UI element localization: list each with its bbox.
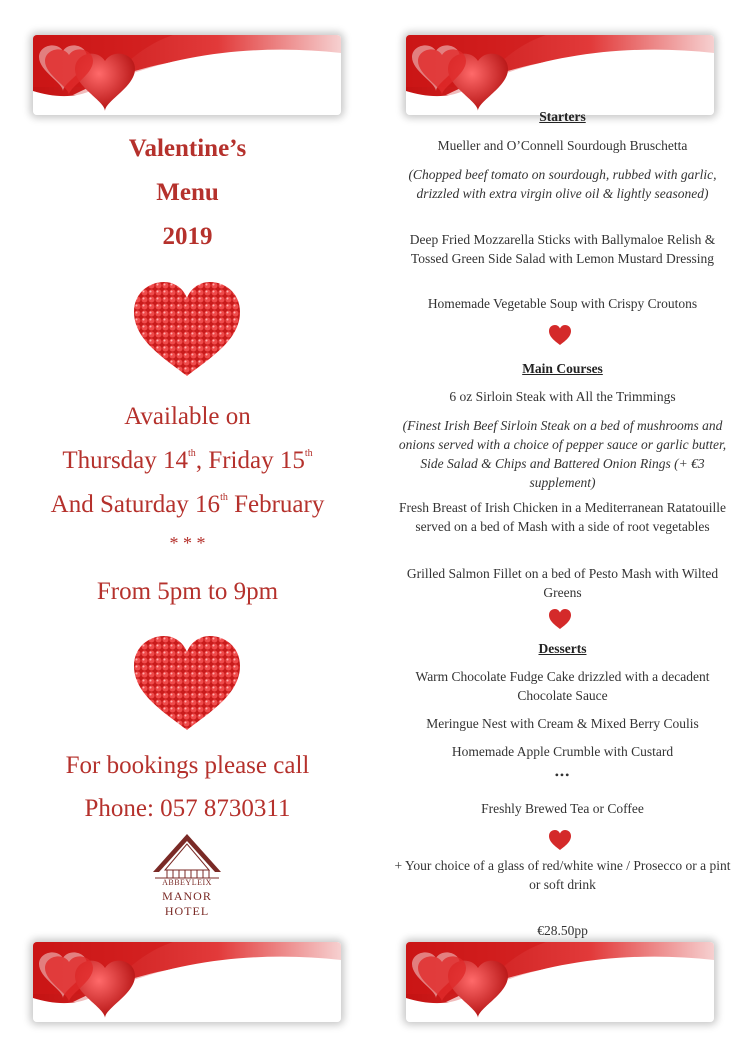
available-on: Available on bbox=[124, 403, 251, 430]
heart-icon bbox=[549, 325, 571, 345]
main-item: 6 oz Sirloin Steak with All the Trimmings bbox=[449, 389, 676, 404]
mains-heading: Main Courses bbox=[522, 361, 603, 376]
menu-column bbox=[390, 0, 735, 1040]
main-item: Grilled Salmon Fillet on a bed of Pesto Mash with Wilted Greens bbox=[406, 566, 719, 600]
title-line-2: Menu bbox=[156, 179, 219, 206]
title-line-3: 2019 bbox=[162, 223, 213, 250]
dessert-item: Meringue Nest with Cream & Mixed Berry Coulis bbox=[426, 716, 699, 731]
dessert-item: Warm Chocolate Fudge Cake drizzled with a decadent Chocolate Sauce bbox=[415, 669, 710, 703]
stars-divider: * * * bbox=[169, 533, 206, 553]
bookings-text: For bookings please call bbox=[65, 752, 310, 779]
dates-line-1: Thursday 14th, Friday 15th bbox=[62, 447, 313, 474]
starter-item: Deep Fried Mozzarella Sticks with Ballymaloe Relish & Tossed Green Side Salad with Lemon Mustard Dressing bbox=[409, 232, 716, 266]
time-range: From 5pm to 9pm bbox=[96, 578, 279, 605]
main-description: (Finest Irish Beef Sirloin Steak on a bed of mushrooms and onions served with a choice of pepper sauce or garlic butter, Side Salad & Chips and Battered Onion Rings (+ €3 supplement) bbox=[398, 418, 727, 490]
left-column bbox=[10, 0, 365, 1040]
heart-icon bbox=[134, 636, 242, 732]
heart-icon bbox=[549, 609, 571, 629]
dates-line-2: And Saturday 16th February bbox=[50, 491, 325, 518]
drink-option: + Your choice of a glass of red/white wine / Prosecco or a pint or soft drink bbox=[394, 858, 731, 892]
dessert-item: Homemade Apple Crumble with Custard bbox=[451, 744, 674, 759]
hotel-logo bbox=[147, 832, 227, 924]
main-item: Fresh Breast of Irish Chicken in a Mediterranean Ratatouille served on a bed of Mash with a side of root vegetables bbox=[399, 500, 726, 534]
desserts-heading: Desserts bbox=[538, 641, 587, 656]
starters-heading: Starters bbox=[539, 109, 586, 124]
phone-number: Phone: 057 8730311 bbox=[84, 795, 291, 822]
starter-description: (Chopped beef tomato on sourdough, rubbed with garlic, drizzled with extra virgin olive oil & lightly seasoned) bbox=[408, 167, 717, 201]
roof-logo-icon bbox=[147, 832, 227, 882]
title-line-1: Valentine’s bbox=[128, 135, 247, 162]
starter-item: Mueller and O’Connell Sourdough Bruschetta bbox=[437, 138, 688, 153]
heart-icon bbox=[549, 830, 571, 850]
starter-item: Homemade Vegetable Soup with Crispy Croutons bbox=[427, 296, 698, 311]
dots-divider: ••• bbox=[554, 768, 571, 782]
tea-coffee: Freshly Brewed Tea or Coffee bbox=[481, 801, 644, 816]
logo-line-2: MANOR bbox=[162, 889, 212, 903]
price: €28.50pp bbox=[537, 923, 588, 938]
logo-line-3: HOTEL bbox=[164, 904, 210, 918]
heart-icon bbox=[134, 282, 242, 378]
logo-line-1: ABBEYLEIX bbox=[162, 878, 212, 887]
